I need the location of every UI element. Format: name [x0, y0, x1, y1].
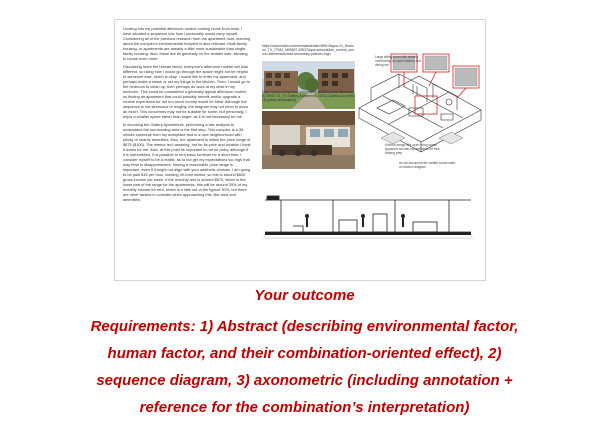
document-page [114, 19, 486, 281]
annotation-section: As we document the written scene walk-on section diagram [399, 161, 456, 169]
reference-link-1[interactable]: https://www.realtor.com/rentals/details/4590-Bayou-Dr_Houston_TX_77042_M95837-63937&qst=schools&ax_current_source=elements/school-secondary-pictures-high [262, 44, 354, 57]
apartment-interior-photo [262, 111, 355, 169]
requirement-line-3: sequence diagram, 3) axonometric (including annotation + [96, 372, 513, 389]
requirement-line-4: reference for the combination’s interpretation) [139, 399, 470, 416]
reference-link-2[interactable]: https://www.cubbyrental.com/makeover/3801-fiche-bitmennsel-74542-73_TX-Gallery-Apartments-72042-Galleria-Dr-rental-8 (urban-landscapes) [262, 90, 354, 103]
abstract-text [123, 26, 251, 205]
outcome-title: Your outcome [254, 287, 355, 304]
sequence-diagram [263, 186, 473, 248]
requirement-line-2: human factor, and their combination-oriented effect), 2) [107, 345, 502, 362]
paragraph-1: Looking into my potential afternoon routine coming home from work, I have situated a sequence into how I personally would carry myself. Considering all of the previous research from the apartment hunt, learning about the complex's environmental footprint is also relevant. Multi-family housing, or apartments are already a little more sustainable than single-family housing. Also, these are all generally on the smaller side, allowing to house even more. [123, 26, 251, 61]
outcome-section [0, 286, 609, 421]
annotation-kitchen: Kitchen design fills open living space. Apparent counter top stretches for free-flowing prep [385, 143, 441, 155]
requirement-line-1: Requirements: 1) Abstract (describing environmental factor, [90, 318, 519, 335]
paragraph-3: In choosing the Gallery Apartments, performing a site analysis to understand the surrounding area is the first step. This complex is a 30-minute commute from my workplace and in a nice neighborhood with plenty of nearby amenities. Also, the apartment is within the price range of $875 ($100). The interior isn't amazing, but for its price and location I think it works for me. Also, at this point its important to not be picky, although if it is unfurnished, it is possible to rent basic furniture for a short time. I consider myself to be a realist, as to not get my expectations too high that may lead to disappointment. Having a reasonable price range is important, even if it might not align with your aesthetic choices. I am going to be paid $15 per hour, working 40-hour weeks, so this is around $600 gross income per week. If the monthly rent is around $875, which is the lower part of the range for the apartments, this will be around 35% of my monthly income for rent, which is a little out of the typical 30%, but there are other factors to consider when approaching this, like area and amenities. [123, 122, 251, 202]
annotation-living-room: Large sitting room with seating overlooking an open kitchen and dining set [375, 55, 421, 67]
paragraph-2: Discussing more the human factor, everyone's afternoon routine will look different, so using how I would go through the space might not be helpful to someone else, which is okay. I would like to enter my apartment, and perhaps make a snack or set my things in the kitchen. Then, I would go to the bedroom to clean up, then perhaps do work at my desk in my bedroom. This could be considered a generally typical afternoon routine, so finding an apartment that could possibly benefit and/or upgrade a routine experience for not too much money would be ideal. Although the sequence is not strenuous or lengthy, the diagram may not need to show as much. This concernes may not be suitable for some, but personally, I enjoy a smaller space rather than larger, as it is not necessary for me. [123, 64, 250, 119]
